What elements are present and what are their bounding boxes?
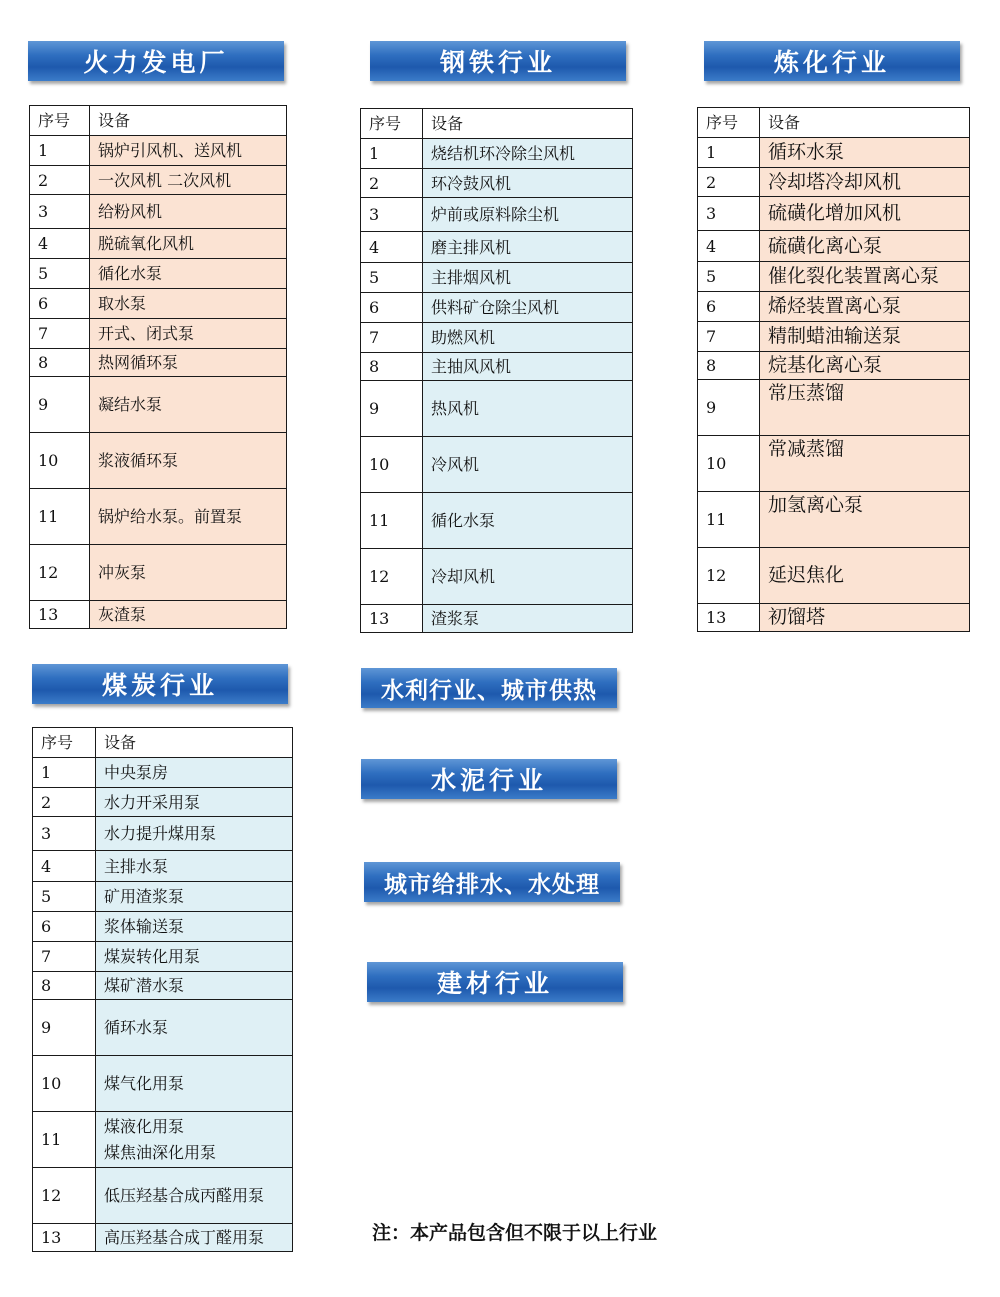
table-row bbox=[33, 882, 293, 912]
table-header-row bbox=[33, 728, 293, 758]
row-no: 6 bbox=[698, 292, 760, 322]
row-no: 13 bbox=[30, 601, 90, 629]
row-device: 供料矿仓除尘风机 bbox=[423, 293, 633, 323]
table-row bbox=[33, 817, 293, 851]
table-row bbox=[698, 548, 970, 604]
row-no: 7 bbox=[30, 319, 90, 349]
table-row bbox=[33, 972, 293, 1000]
row-device: 循环水泵 bbox=[760, 138, 970, 168]
row-no: 7 bbox=[33, 942, 96, 972]
heading-coal: 煤炭行业 bbox=[32, 664, 288, 704]
table-row bbox=[698, 292, 970, 322]
row-device: 初馏塔 bbox=[760, 604, 970, 632]
row-no: 13 bbox=[361, 605, 423, 633]
row-no: 8 bbox=[33, 972, 96, 1000]
row-no: 11 bbox=[698, 492, 760, 548]
col-header-device: 设备 bbox=[96, 728, 293, 758]
row-no: 9 bbox=[33, 1000, 96, 1056]
table-row bbox=[361, 353, 633, 381]
row-no: 4 bbox=[33, 851, 96, 882]
row-device: 锅炉引风机、送风机 bbox=[90, 136, 287, 166]
table-row bbox=[33, 788, 293, 817]
col-header-device: 设备 bbox=[90, 106, 287, 136]
row-device: 灰渣泵 bbox=[90, 601, 287, 629]
table-row bbox=[361, 198, 633, 232]
row-no: 4 bbox=[698, 231, 760, 262]
row-no: 10 bbox=[30, 433, 90, 489]
row-no: 4 bbox=[361, 232, 423, 263]
heading-thermal-power: 火力发电厂 bbox=[28, 41, 284, 81]
row-device: 烯烃装置离心泵 bbox=[760, 292, 970, 322]
refining-table bbox=[697, 107, 970, 632]
table-row bbox=[33, 1056, 293, 1112]
table-row bbox=[361, 493, 633, 549]
table-row bbox=[698, 352, 970, 380]
row-no: 2 bbox=[30, 166, 90, 195]
table-row bbox=[30, 377, 287, 433]
row-device: 低压羟基合成丙醛用泵 bbox=[96, 1168, 293, 1224]
row-device: 冷却塔冷却风机 bbox=[760, 168, 970, 197]
row-no: 10 bbox=[33, 1056, 96, 1112]
row-device: 矿用渣浆泵 bbox=[96, 882, 293, 912]
row-no: 6 bbox=[361, 293, 423, 323]
row-no: 5 bbox=[30, 259, 90, 289]
row-no: 2 bbox=[33, 788, 96, 817]
table-row bbox=[698, 380, 970, 436]
table-row bbox=[30, 601, 287, 629]
row-device: 常压蒸馏 bbox=[760, 380, 970, 436]
col-header-device: 设备 bbox=[760, 108, 970, 138]
table-row bbox=[698, 231, 970, 262]
row-no: 9 bbox=[361, 381, 423, 437]
row-device: 锅炉给水泵。前置泵 bbox=[90, 489, 287, 545]
row-no: 1 bbox=[361, 139, 423, 169]
row-no: 11 bbox=[33, 1112, 96, 1168]
row-device-line-2: 煤焦油深化用泵 bbox=[104, 1143, 217, 1162]
row-no: 13 bbox=[33, 1224, 96, 1252]
table-row bbox=[698, 436, 970, 492]
row-device: 冷却风机 bbox=[423, 549, 633, 605]
row-no: 8 bbox=[30, 349, 90, 377]
row-device: 中央泵房 bbox=[96, 758, 293, 788]
table-row bbox=[33, 851, 293, 882]
table-row bbox=[361, 169, 633, 198]
table-row bbox=[698, 262, 970, 292]
row-device: 循化水泵 bbox=[423, 493, 633, 549]
row-device: 循环水泵 bbox=[96, 1000, 293, 1056]
row-no: 13 bbox=[698, 604, 760, 632]
row-no: 2 bbox=[698, 168, 760, 197]
row-device: 主抽风风机 bbox=[423, 353, 633, 381]
row-device: 凝结水泵 bbox=[90, 377, 287, 433]
table-row bbox=[30, 433, 287, 489]
table-row bbox=[698, 168, 970, 197]
table-row bbox=[361, 605, 633, 633]
footnote: 注：本产品包含但不限于以上行业 bbox=[372, 1222, 658, 1244]
row-device: 煤炭转化用泵 bbox=[96, 942, 293, 972]
row-device: 硫磺化离心泵 bbox=[760, 231, 970, 262]
table-row bbox=[30, 136, 287, 166]
row-no: 1 bbox=[33, 758, 96, 788]
table-header-row bbox=[361, 109, 633, 139]
table-row bbox=[698, 322, 970, 352]
row-device: 磨主排风机 bbox=[423, 232, 633, 263]
col-header-no: 序号 bbox=[30, 106, 90, 136]
row-device: 冷风机 bbox=[423, 437, 633, 493]
table-row bbox=[30, 166, 287, 195]
row-no: 1 bbox=[30, 136, 90, 166]
col-header-no: 序号 bbox=[33, 728, 96, 758]
col-header-device: 设备 bbox=[423, 109, 633, 139]
heading-water-conservancy: 水利行业、城市供热 bbox=[361, 668, 617, 708]
table-row bbox=[33, 1168, 293, 1224]
row-device: 炉前或原料除尘机 bbox=[423, 198, 633, 232]
thermal-power-table bbox=[29, 105, 287, 629]
row-device: 精制蜡油输送泵 bbox=[760, 322, 970, 352]
row-device: 硫磺化增加风机 bbox=[760, 197, 970, 231]
row-device: 煤气化用泵 bbox=[96, 1056, 293, 1112]
table-row bbox=[698, 604, 970, 632]
row-device: 助燃风机 bbox=[423, 323, 633, 353]
table-row bbox=[698, 492, 970, 548]
row-no: 7 bbox=[361, 323, 423, 353]
row-no: 2 bbox=[361, 169, 423, 198]
row-device: 冲灰泵 bbox=[90, 545, 287, 601]
row-device: 取水泵 bbox=[90, 289, 287, 319]
row-device: 烷基化离心泵 bbox=[760, 352, 970, 380]
row-no: 3 bbox=[361, 198, 423, 232]
table-row bbox=[33, 942, 293, 972]
table-header-row bbox=[698, 108, 970, 138]
heading-steel: 钢铁行业 bbox=[370, 41, 626, 81]
table-row bbox=[30, 349, 287, 377]
row-no: 1 bbox=[698, 138, 760, 168]
row-no: 12 bbox=[361, 549, 423, 605]
table-row bbox=[30, 259, 287, 289]
row-device: 环冷鼓风机 bbox=[423, 169, 633, 198]
row-device: 循化水泵 bbox=[90, 259, 287, 289]
table-row bbox=[30, 489, 287, 545]
row-device: 主排水泵 bbox=[96, 851, 293, 882]
row-no: 10 bbox=[698, 436, 760, 492]
row-device: 常减蒸馏 bbox=[760, 436, 970, 492]
row-device: 给粉风机 bbox=[90, 195, 287, 229]
heading-cement: 水泥行业 bbox=[361, 759, 617, 799]
table-row bbox=[361, 263, 633, 293]
row-device: 主排烟风机 bbox=[423, 263, 633, 293]
row-device: 渣浆泵 bbox=[423, 605, 633, 633]
table-row bbox=[698, 197, 970, 231]
row-no: 5 bbox=[33, 882, 96, 912]
table-row bbox=[33, 912, 293, 942]
row-no: 12 bbox=[33, 1168, 96, 1224]
row-no: 8 bbox=[361, 353, 423, 381]
row-device-line-1: 煤液化用泵 bbox=[104, 1117, 185, 1136]
row-no: 5 bbox=[698, 262, 760, 292]
table-row bbox=[30, 545, 287, 601]
coal-table bbox=[32, 727, 293, 1252]
row-device: 开式、闭式泵 bbox=[90, 319, 287, 349]
table-row bbox=[361, 381, 633, 437]
row-device: 热网循环泵 bbox=[90, 349, 287, 377]
steel-table bbox=[360, 108, 633, 633]
row-device bbox=[96, 1112, 293, 1168]
table-row bbox=[30, 319, 287, 349]
table-row bbox=[361, 323, 633, 353]
table-row bbox=[33, 1000, 293, 1056]
heading-municipal-water: 城市给排水、水处理 bbox=[364, 862, 620, 902]
row-no: 3 bbox=[33, 817, 96, 851]
table-row bbox=[698, 138, 970, 168]
row-device: 高压羟基合成丁醛用泵 bbox=[96, 1224, 293, 1252]
row-no: 9 bbox=[698, 380, 760, 436]
heading-refining: 炼化行业 bbox=[704, 41, 960, 81]
row-no: 9 bbox=[30, 377, 90, 433]
heading-building-materials: 建材行业 bbox=[367, 962, 623, 1002]
row-no: 6 bbox=[30, 289, 90, 319]
row-device: 脱硫氧化风机 bbox=[90, 229, 287, 259]
row-device: 催化裂化装置离心泵 bbox=[760, 262, 970, 292]
row-device: 烧结机环冷除尘风机 bbox=[423, 139, 633, 169]
table-header-row bbox=[30, 106, 287, 136]
table-row bbox=[361, 232, 633, 263]
row-device: 水力开采用泵 bbox=[96, 788, 293, 817]
row-no: 11 bbox=[361, 493, 423, 549]
row-device: 延迟焦化 bbox=[760, 548, 970, 604]
row-no: 6 bbox=[33, 912, 96, 942]
table-row bbox=[30, 289, 287, 319]
row-device: 煤矿潜水泵 bbox=[96, 972, 293, 1000]
row-device: 热风机 bbox=[423, 381, 633, 437]
row-device: 浆液循环泵 bbox=[90, 433, 287, 489]
row-no: 3 bbox=[698, 197, 760, 231]
row-device: 水力提升煤用泵 bbox=[96, 817, 293, 851]
table-row bbox=[30, 195, 287, 229]
row-no: 5 bbox=[361, 263, 423, 293]
row-device: 一次风机 二次风机 bbox=[90, 166, 287, 195]
row-device: 加氢离心泵 bbox=[760, 492, 970, 548]
row-no: 12 bbox=[698, 548, 760, 604]
col-header-no: 序号 bbox=[698, 108, 760, 138]
row-no: 12 bbox=[30, 545, 90, 601]
table-row bbox=[361, 293, 633, 323]
row-no: 4 bbox=[30, 229, 90, 259]
row-no: 7 bbox=[698, 322, 760, 352]
table-row bbox=[361, 437, 633, 493]
table-row bbox=[30, 229, 287, 259]
row-no: 3 bbox=[30, 195, 90, 229]
row-no: 11 bbox=[30, 489, 90, 545]
col-header-no: 序号 bbox=[361, 109, 423, 139]
table-row bbox=[33, 1112, 293, 1168]
table-row bbox=[33, 758, 293, 788]
table-row bbox=[361, 549, 633, 605]
row-no: 10 bbox=[361, 437, 423, 493]
row-device: 浆体输送泵 bbox=[96, 912, 293, 942]
table-row bbox=[33, 1224, 293, 1252]
table-row bbox=[361, 139, 633, 169]
row-no: 8 bbox=[698, 352, 760, 380]
